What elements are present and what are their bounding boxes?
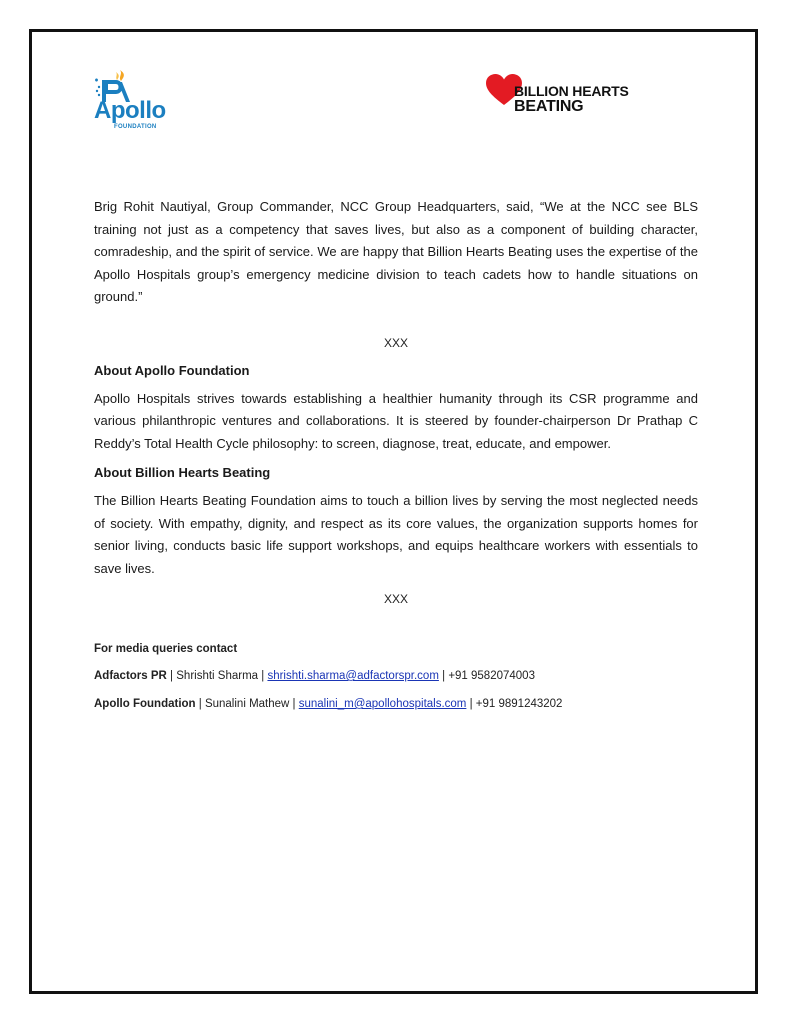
- separator-pipe: |: [166, 670, 177, 682]
- about-bhb-heading: About Billion Hearts Beating: [94, 465, 271, 480]
- contact-person: Sunalini Mathew: [204, 698, 290, 710]
- separator-pipe: |: [195, 698, 205, 710]
- bhb-logo-line1: BILLION HEARTS: [514, 83, 629, 99]
- contact-line-adfactors: [94, 668, 698, 684]
- contact-org: Apollo Foundation: [94, 698, 196, 710]
- apollo-logo-wordmark: Apollo: [94, 97, 166, 124]
- contact-email-link[interactable]: sunalini_m@apollohospitals.com: [298, 698, 467, 710]
- about-bhb-text: The Billion Hearts Beating Foundation aims to touch a billion lives by serving the most neglected needs of society. With empathy, dignity, and respect as its core values, the organization supports homes for senior living, conducts basic life support workshops, and equips healthcare workers with essentials to save lives.: [94, 493, 698, 576]
- separator-pipe: |: [289, 698, 299, 710]
- bhb-logo-line2: BEATING: [514, 98, 584, 115]
- contact-org: Adfactors PR: [94, 670, 167, 682]
- contact-person: Shrishti Sharma: [176, 670, 259, 682]
- quote-paragraph: Brig Rohit Nautiyal, Group Commander, NCC Group Headquarters, said, “We at the NCC see BLS training not just as a competency that saves lives, but also as a component of building character, comradeship, and the spirit of service. We are happy that Billion Hearts Beating uses the expertise of the Apollo Hospitals group’s emergency medicine division to teach cadets how to handle situations on ground.”: [94, 199, 698, 304]
- separator: XXX: [383, 592, 408, 606]
- billion-hearts-beating-logo: [486, 72, 646, 120]
- separator-pipe: |: [466, 698, 476, 710]
- contact-phone: +91 9582074003: [448, 670, 535, 682]
- media-contact-heading: For media queries contact: [94, 643, 238, 655]
- about-apollo-text: Apollo Hospitals strives towards establishing a healthier humanity through its CSR programme and various philanthropic ventures and collaborations. It is steered by founder-chairperson Dr Prathap C Reddy’s Total Health Cycle philosophy: to screen, diagnose, treat, educate, and empower.: [94, 390, 698, 451]
- contact-line-apollo: [94, 696, 698, 712]
- contact-phone: +91 9891243202: [475, 698, 563, 710]
- document-body: [94, 196, 698, 712]
- separator-pipe: |: [258, 670, 268, 682]
- apollo-logo-subtitle: FOUNDATION: [114, 124, 157, 130]
- about-apollo-heading: About Apollo Foundation: [94, 362, 250, 378]
- separator: XXX: [383, 335, 408, 350]
- contact-email-link[interactable]: shrishti.sharma@adfactorspr.com: [267, 670, 439, 682]
- separator-pipe: |: [438, 670, 449, 682]
- apollo-foundation-logo: [92, 68, 172, 134]
